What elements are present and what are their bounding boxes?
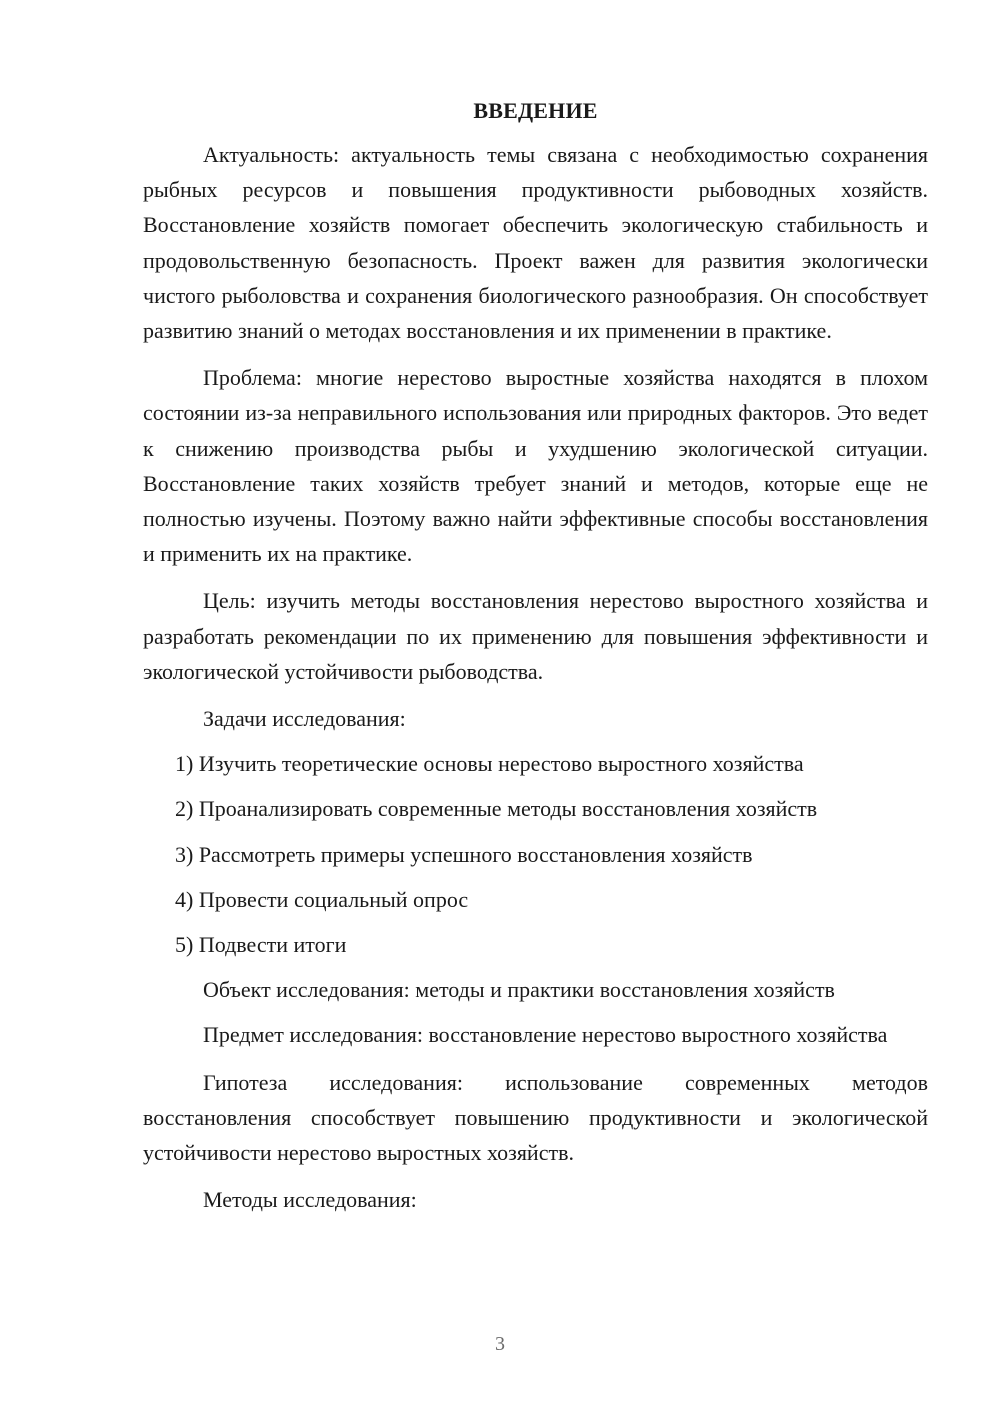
list-item: 1) Изучить теоретические основы нерестово выростного хозяйства: [175, 751, 804, 777]
tasks-list: [143, 746, 928, 962]
list-item: 4) Провести социальный опрос: [175, 886, 469, 912]
hypothesis-paragraph: Гипотеза исследования: использование современных методов восстановления способствует повышению продуктивности и экологической устойчивости нерестово выростных хозяйств.: [143, 1069, 928, 1166]
subject-paragraph: Предмет исследования: восстановление нерестово выростного хозяйства: [203, 1022, 888, 1048]
list-item: 2) Проанализировать современные методы восстановления хозяйств: [175, 796, 818, 822]
object-paragraph: Объект исследования: методы и практики восстановления хозяйств: [203, 977, 835, 1003]
tasks-heading: Задачи исследования:: [203, 706, 406, 732]
methods-heading: Методы исследования:: [203, 1187, 417, 1213]
list-item: 3) Рассмотреть примеры успешного восстановления хозяйств: [175, 841, 753, 867]
document-page: [143, 95, 928, 1217]
goal-paragraph: Цель: изучить методы восстановления нерестово выростного хозяйства и разработать рекомендации по их применению для повышения эффективности и экологической устойчивости рыбоводства.: [143, 588, 928, 684]
problem-paragraph: Проблема: многие нерестово выростные хозяйства находятся в плохом состоянии из-за неправильного использования или природных факторов. Это ведет к снижению производства рыбы и ухудшению экологической ситуации. Восстановление таких хозяйств требует знаний и методов, которые еще не полностью изучены. Поэтому важно найти эффективные способы восстановления и применить их на практике.: [143, 365, 928, 567]
list-item: 5) Подвести итоги: [175, 932, 347, 958]
relevance-paragraph: Актуальность: актуальность темы связана с необходимостью сохранения рыбных ресурсов и повышения продуктивности рыбоводных хозяйств. Восстановление хозяйств помогает обеспечить экологическую стабильность и продовольственную безопасность. Проект важен для развития экологически чистого рыболовства и сохранения биологического разнообразия. Он способствует развитию знаний о методах восстановления и их применении в практике.: [143, 142, 928, 344]
document-title: ВВЕДЕНИЕ: [473, 98, 598, 123]
page-number: 3: [495, 1333, 505, 1355]
